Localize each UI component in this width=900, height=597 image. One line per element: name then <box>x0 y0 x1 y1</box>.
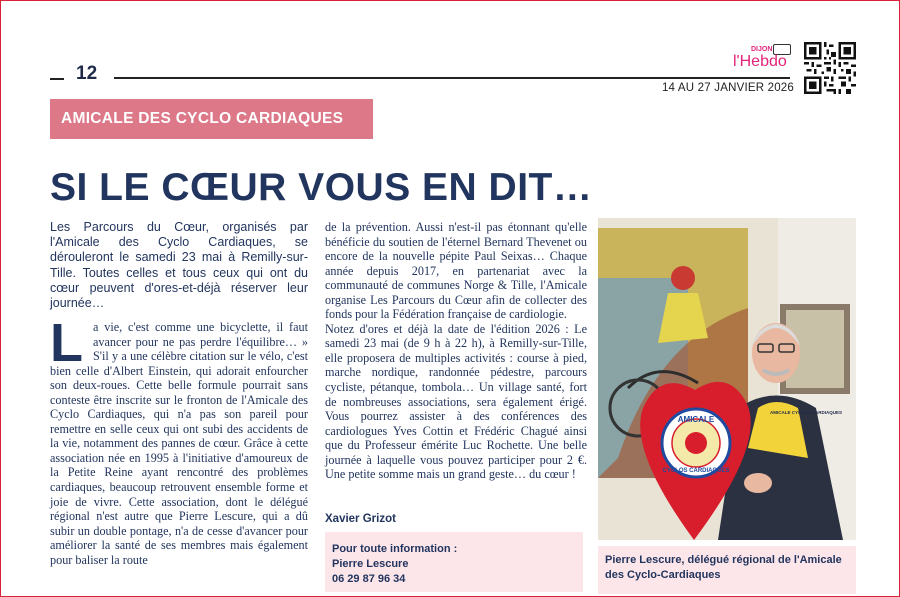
section-banner <box>50 99 373 139</box>
heart-label-top: AMICALE <box>677 415 715 424</box>
drop-cap: L <box>50 313 83 373</box>
header-rule <box>114 77 790 79</box>
info-phone[interactable]: 06 29 87 96 34 <box>332 573 406 585</box>
author-byline: Xavier Grizot <box>325 513 396 525</box>
page-number: 12 <box>76 63 98 84</box>
caption-text: Pierre Lescure, délégué régional de l'Amicale des Cyclo-Cardiaques <box>605 554 842 581</box>
logo-title: l'Hebdo <box>733 53 787 70</box>
info-title: Pour toute information : <box>332 543 458 555</box>
article-body-column-1 <box>50 313 308 567</box>
article-photo <box>598 218 856 540</box>
body-paragraph: de la prévention. Aussi n'est-il pas étonnant qu'elle bénéficie du soutien de l'éternel Bernard Thevenet ou encore de la nouvelle pépite Paul Seixas… Chaque année depuis 2017, en partenariat avec la communauté de communes Norge & Tille, l'Amicale organise Les Parcours du Cœur afin de collecter des fonds pour la Fédération française de cardiologie. <box>325 220 587 322</box>
issue-date: 14 AU 27 JANVIER 2026 <box>661 82 794 94</box>
jersey-label: AMICALE CYCLOS CARDIAQUES <box>769 410 843 415</box>
info-box <box>325 532 583 592</box>
article-headline: SI LE CŒUR VOUS EN DIT… <box>50 166 593 209</box>
body-paragraph: Notez d'ores et déjà la date de l'édition 2026 : Le samedi 23 mai (de 9 h à 22 h), à Remilly-sur-Tille, elle proposera de multiples activités : course à pied, marche nordique, randonnée pédestre, parcours cycliste, pétanque, tombola… Un village santé, fort de nombreuses associations, sera également érigé. Vous pourrez assister à des conférences des cardiologues Yves Cottin et Frédéric Chagué ainsi que du Professeur émérite Luc Rochette. Une belle journée à laquelle vous pouvez participer pour 2 €. Une petite somme mais un grand geste… du cœur ! <box>325 321 587 482</box>
article-body-column-2 <box>325 220 587 482</box>
section-title: AMICALE DES CYCLO CARDIAQUES <box>61 110 344 127</box>
body-text: a vie, c'est comme une bicyclette, il faut avancer pour ne pas perdre l'équilibre… » S'il y a une célèbre citation sur le vélo, c'est bien celle d'Albert Einstein, qui adorait enfourcher son deux-roues. Cette belle formule pourrait sans conteste être inscrite sur le fronton de l'Amicale des Cyclo Cardiaques, qui n'a pas son pareil pour remettre en selle ceux qui ont subi des accidents de la vie, notamment des pannes de cœur. Grâce à cette association née en 1995 à l'initiative d'amoureux de la Petite Reine ayant rencontré des problèmes cardiaques, beaucoup retrouvent ensemble forme et joie de vivre. Cette association, dont le délégué régional n'est autre que Pierre Lescure, qui a dû subir un double pontage, n'a de cesse d'avancer pour améliorer la santé de ses membres mais également pour baliser la route <box>50 320 308 567</box>
qr-code-icon[interactable] <box>804 42 856 94</box>
logo-city: DIJON <box>751 46 773 53</box>
photo-caption <box>598 546 856 594</box>
info-contact-name: Pierre Lescure <box>332 558 409 570</box>
heart-label-bottom: CYCLOS CARDIAQUES <box>662 468 730 474</box>
hebdo-logo[interactable] <box>733 42 795 74</box>
article-intro: Les Parcours du Cœur, organisés par l'Amicale des Cyclo Cardiaques, se dérouleront le samedi 23 mai à Remilly-sur-Tille. Toutes celles et tous ceux qui ont du cœur peuvent d'ores-et-déjà réserver leur journée… <box>50 220 308 311</box>
header-dash <box>50 78 64 80</box>
